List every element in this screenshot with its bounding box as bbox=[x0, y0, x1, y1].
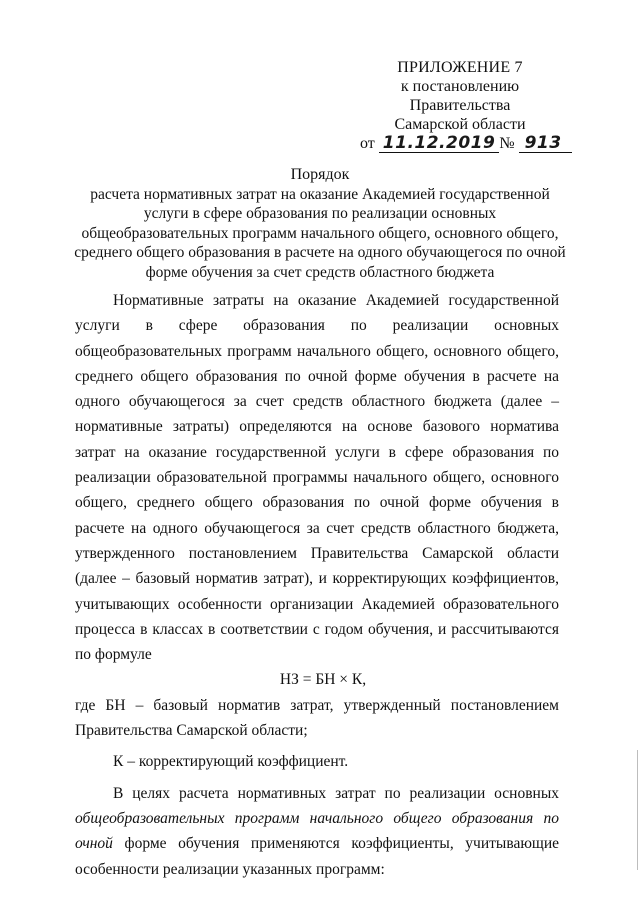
appendix-date-line bbox=[360, 134, 560, 153]
appendix-line-1: к постановлению Правительства bbox=[400, 78, 520, 114]
title-line: среднего общего образования в расчете на одного обучающегося по очной bbox=[74, 244, 566, 261]
p3-italic: общеобразовательных программ начального общего образования по очной bbox=[75, 809, 559, 853]
date-prefix: от bbox=[360, 135, 375, 152]
p3-start: В целях расчета нормативных затрат по реализации основных bbox=[113, 784, 559, 802]
title-line: расчета нормативных затрат на оказание Академией государственной bbox=[90, 185, 550, 203]
title-heading: Порядок bbox=[290, 166, 350, 183]
formula: НЗ = БН × К, bbox=[279, 671, 367, 689]
paragraph-main: Нормативные затраты на оказание Академией государственной услуги в сфере образования по реализации основных общеобразовательных программ начального общего, основного общего, среднего общего образования по очной форме обучения в расчете на одного обучающегося за счет средств областного бюджета (далее – нормативные затраты) определяются на основе базового норматива затрат на оказание государственной услуги в сфере образования по реализации образовательной программы начального общего, основного общего, среднего общего образования по очной форме обучения в расчете на одного обучающегося за счет средств областного бюджета, утвержденного постановлением Правительства Самарской области (далее – базовый норматив затрат), и корректирующих коэффициентов, учитывающих особенности организации Академией образовательного процесса в классах в соответствии с годом обучения, и рассчитываются по формуле bbox=[75, 292, 559, 664]
number-sign: № bbox=[499, 135, 515, 152]
appendix-line-2: Самарской области bbox=[394, 116, 526, 133]
appendix-header bbox=[360, 58, 560, 153]
title-line: общеобразовательных программ начального общего, основного общего, bbox=[81, 224, 559, 242]
scan-edge-line bbox=[637, 750, 638, 870]
appendix-label: ПРИЛОЖЕНИЕ 7 bbox=[397, 59, 523, 76]
handwritten-number: 913 bbox=[519, 135, 572, 153]
paragraph-coefficients bbox=[75, 781, 559, 882]
document-title bbox=[60, 165, 580, 282]
definition-bn: где БН – базовый норматив затрат, утвержденный постановлением Правительства Самарской области; bbox=[75, 696, 559, 740]
definition-k: К – корректирующий коэффициент. bbox=[113, 753, 349, 771]
title-line: услуги в сфере образования по реализации основных bbox=[143, 205, 497, 222]
handwritten-date: 11.12.2019 bbox=[379, 135, 500, 153]
document-body bbox=[75, 288, 559, 882]
p3-end: форме обучения применяются коэффициенты, учитывающие особенности реализации указанных программ: bbox=[75, 835, 560, 878]
title-line: форме обучения за счет средств областного бюджета bbox=[145, 263, 495, 281]
